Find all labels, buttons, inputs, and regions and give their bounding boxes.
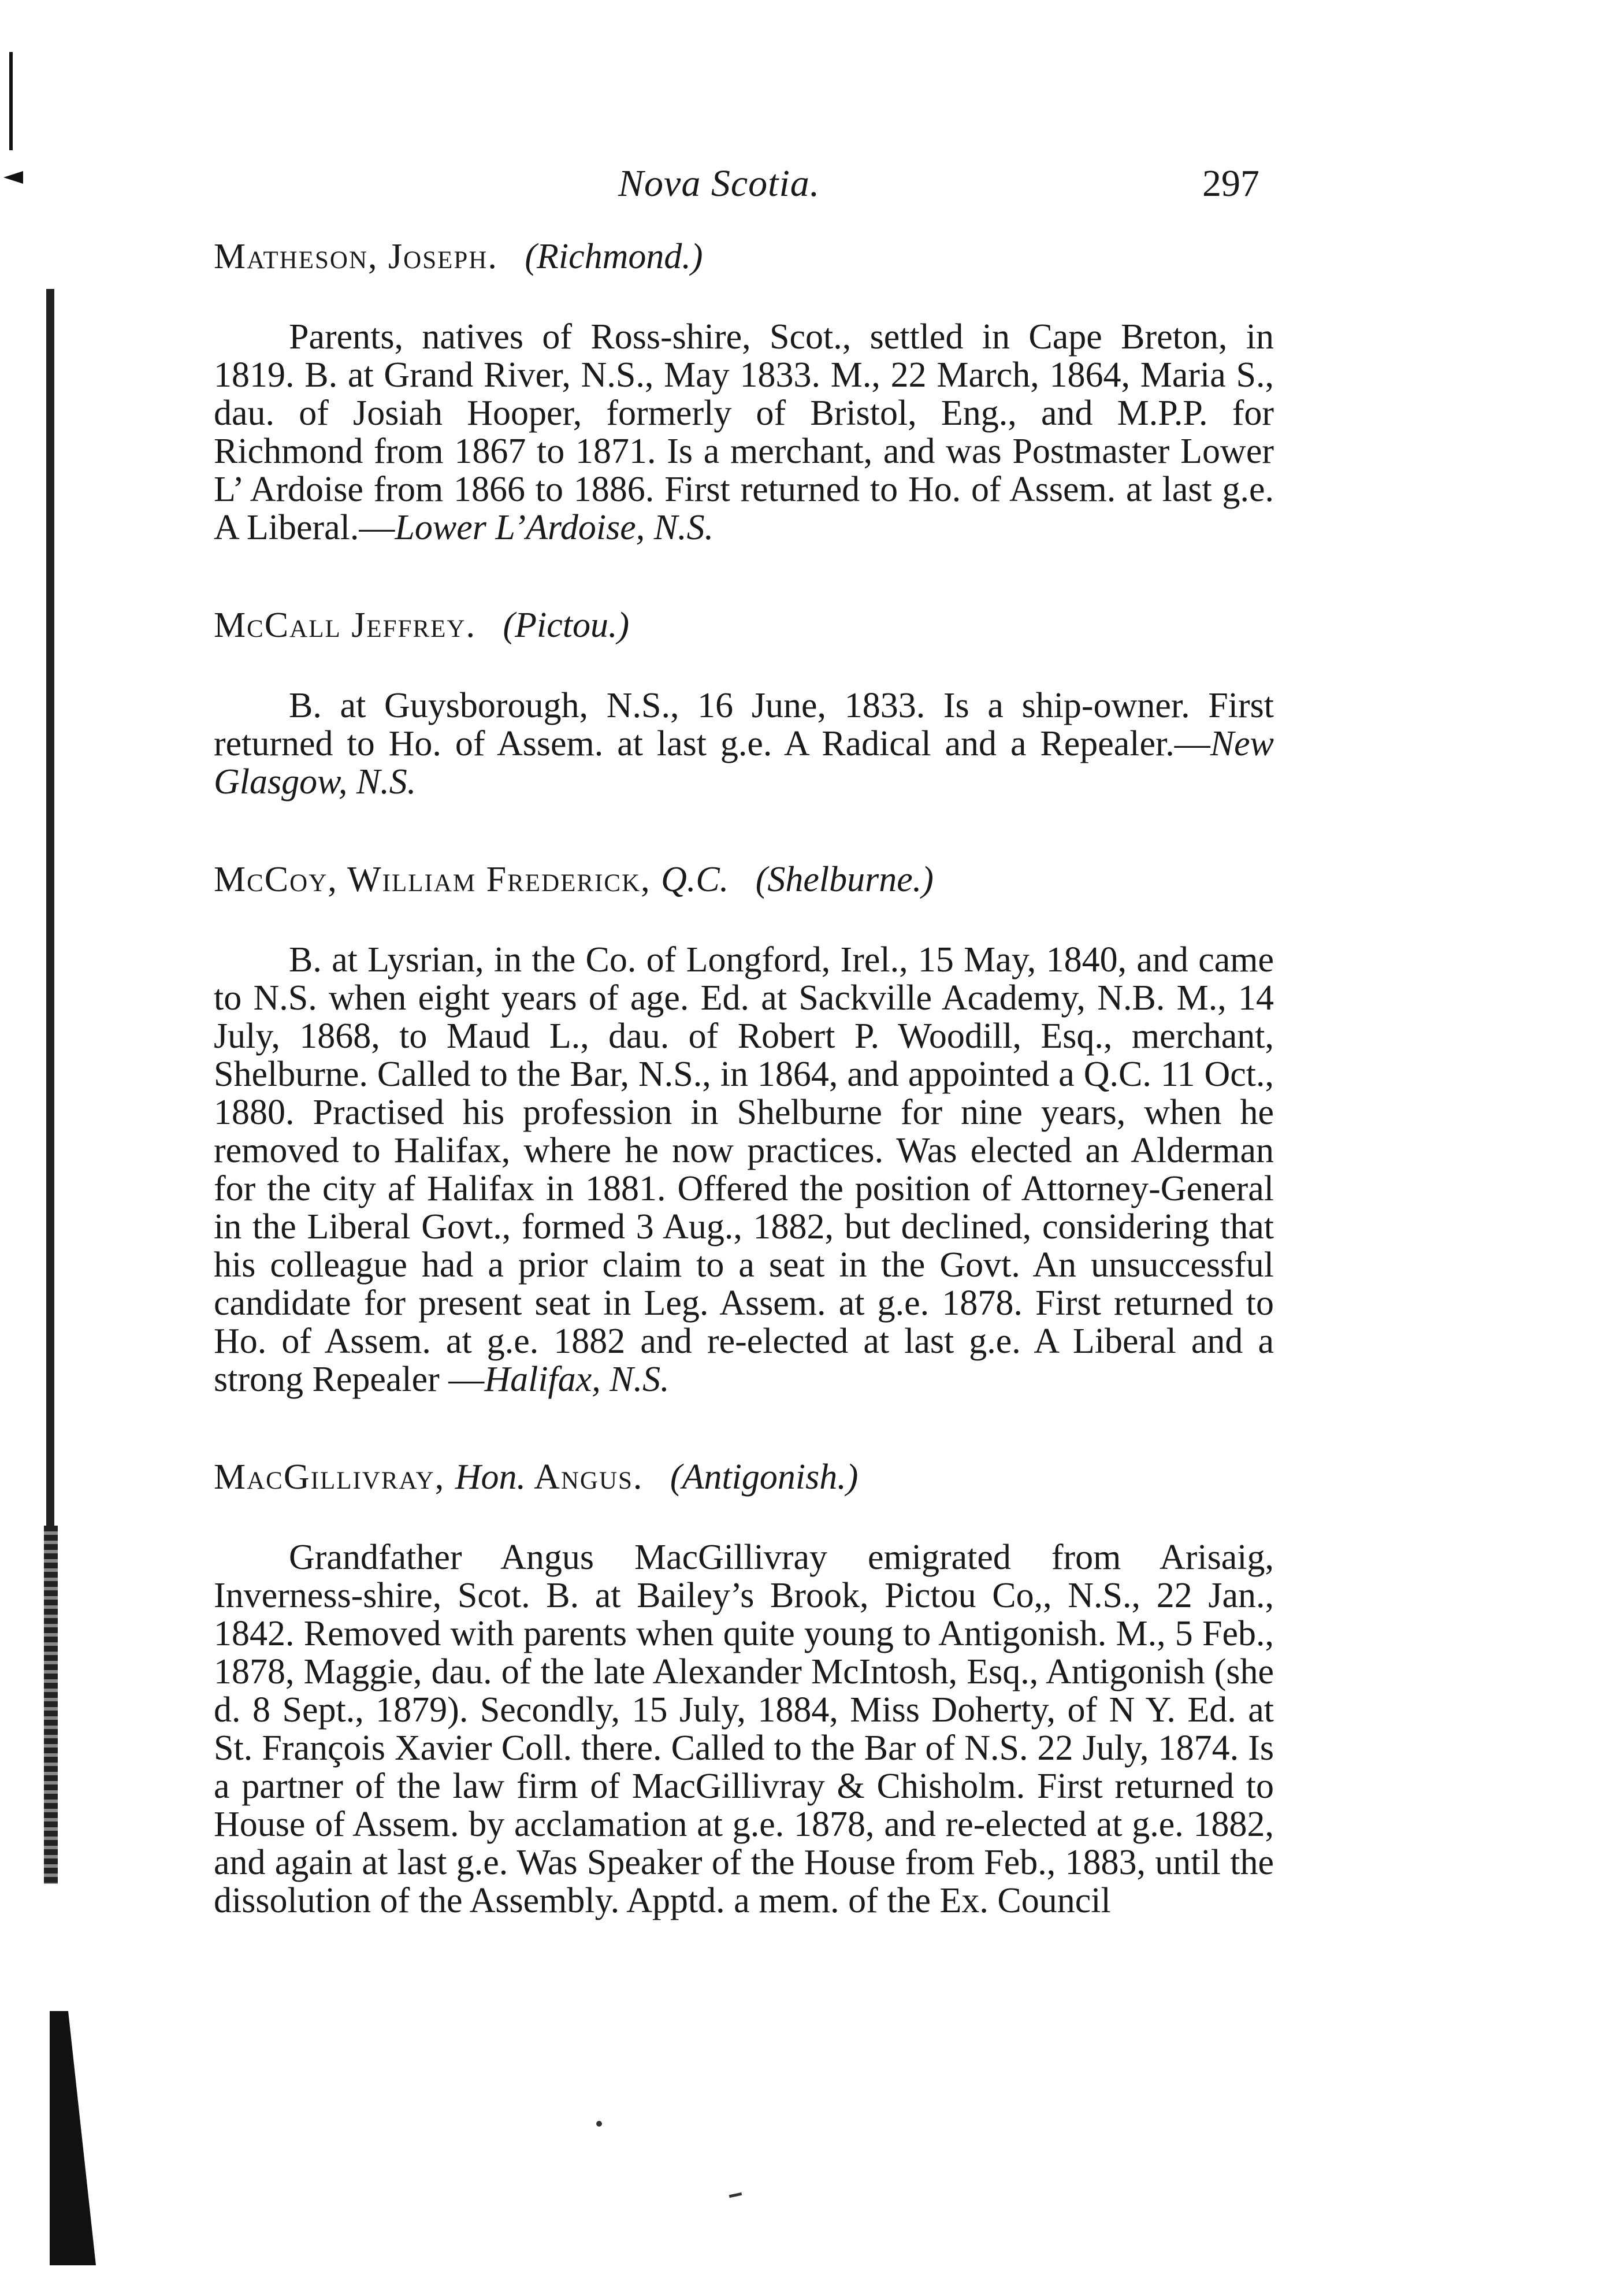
scan-bottom-shadow [50, 2011, 96, 2265]
entry-honorific: Hon. [455, 1457, 526, 1497]
scan-margin-mark [9, 52, 13, 150]
entry-residence: Halifax, N.S. [484, 1360, 670, 1399]
entry-heading [214, 854, 1274, 905]
entry-body [214, 1538, 1274, 1920]
entry-residence: Lower L’Ardoise, N.S. [395, 508, 714, 547]
entry-text: B. at Guysborough, N.S., 16 June, 1833. Is a ship-owner. First returned to Ho. of Assem. at last g.e. A Radical and a Repealer.— [214, 686, 1274, 763]
text-column [214, 231, 1274, 1973]
entry-matheson [214, 231, 1274, 547]
page-number: 297 [1202, 162, 1259, 205]
entry-macgillivray [214, 1452, 1274, 1920]
entry-given-names: Angus. [525, 1457, 644, 1497]
running-head-title: Nova Scotia. [618, 162, 820, 205]
entry-heading [214, 231, 1274, 282]
entry-mccall [214, 600, 1274, 801]
entry-surname: MacGillivray [214, 1457, 435, 1497]
print-speck [596, 2121, 602, 2127]
entry-text: Parents, natives of Ross-shire, Scot., settled in Cape Breton, in 1819. B. at Grand River, N.S., May 1833. M., 22 March, 1864, Maria S., dau. of Josiah Hooper, formerly of Bristol, Eng., and M.P.P. for Richmond from 1867 to 1871. Is a merchant, and was Postmaster Lower L’ Ardoise from 1866 to 1886. First returned to Ho. of Assem. at last g.e. A Liberal.— [214, 317, 1274, 547]
scan-spine-shadow [46, 289, 54, 1653]
entry-post-nominal: Q.C. [661, 860, 729, 899]
running-head [220, 162, 1259, 208]
entry-mccoy [214, 854, 1274, 1398]
entry-constituency: (Antigonish.) [670, 1457, 859, 1497]
entry-heading [214, 1452, 1274, 1502]
entry-residence: New Glasgow, N.S. [214, 724, 1274, 802]
entry-surname: McCall [214, 606, 341, 645]
entry-constituency: (Pictou.) [503, 606, 630, 645]
scan-spine-marginalia [44, 1526, 58, 1884]
entry-body [214, 318, 1274, 547]
entry-given-names: , Joseph. [368, 237, 498, 276]
entry-constituency: (Shelburne.) [755, 860, 934, 899]
entry-body [214, 687, 1274, 801]
entry-constituency: (Richmond.) [525, 237, 703, 276]
entry-text: B. at Lysrian, in the Co. of Longford, Irel., 15 May, 1840, and came to N.S. when eight years of age. Ed. at Sackville Academy, N.B. M., 14 July, 1868, to Maud L., dau. of Robert P. Woodill, Esq., merchant, Shelburne. Called to the Bar, N.S., in 1864, and appointed a Q.C. 11 Oct., 1880. Practised his profession in Shelburne for nine years, when he removed to Halifax, where he now practices. Was elected an Alderman for the city af Halifax in 1881. Offered the position of Attorney-General in the Liberal Govt., formed 3 Aug., 1882, but declined, considering that his colleague had a prior claim to a seat in the Govt. An unsuccessful candidate for present seat in Leg. Assem. at g.e. 1878. First returned to Ho. of Assem. at g.e. 1882 and re-elected at last g.e. A Liberal and a strong Repealer — [214, 940, 1274, 1399]
entry-heading [214, 600, 1274, 651]
entry-text: Grandfather Angus MacGillivray emigrated from Arisaig, Inverness-shire, Scot. B. at Bailey’s Brook, Pictou Co,, N.S., 22 Jan., 1842. Removed with parents when quite young to Antigonish. M., 5 Feb., 1878, Maggie, dau. of the late Alexander McIntosh, Esq., Antigonish (she d. 8 Sept., 1879). Secondly, 15 July, 1884, Miss Doherty, of N Y. Ed. at St. François Xavier Coll. there. Called to the Bar of N.S. 22 July, 1874. Is a partner of the law firm of MacGillivray & Chisholm. First returned to House of Assem. by acclamation at g.e. 1878, and re-elected at g.e. 1882, and again at last g.e. Was Speaker of the House from Feb., 1883, until the dissolution of the Assembly. Apptd. a mem. of the Ex. Council [214, 1538, 1274, 1920]
print-speck [729, 2192, 742, 2198]
entry-given-names: , William Frederick, [328, 860, 662, 899]
entry-given-separator: , [434, 1457, 455, 1497]
entry-body [214, 941, 1274, 1398]
entry-given-names: Jeffrey. [341, 606, 476, 645]
entry-surname: McCoy [214, 860, 328, 899]
scan-margin-arrow [3, 171, 23, 184]
entry-surname: Matheson [214, 237, 369, 276]
